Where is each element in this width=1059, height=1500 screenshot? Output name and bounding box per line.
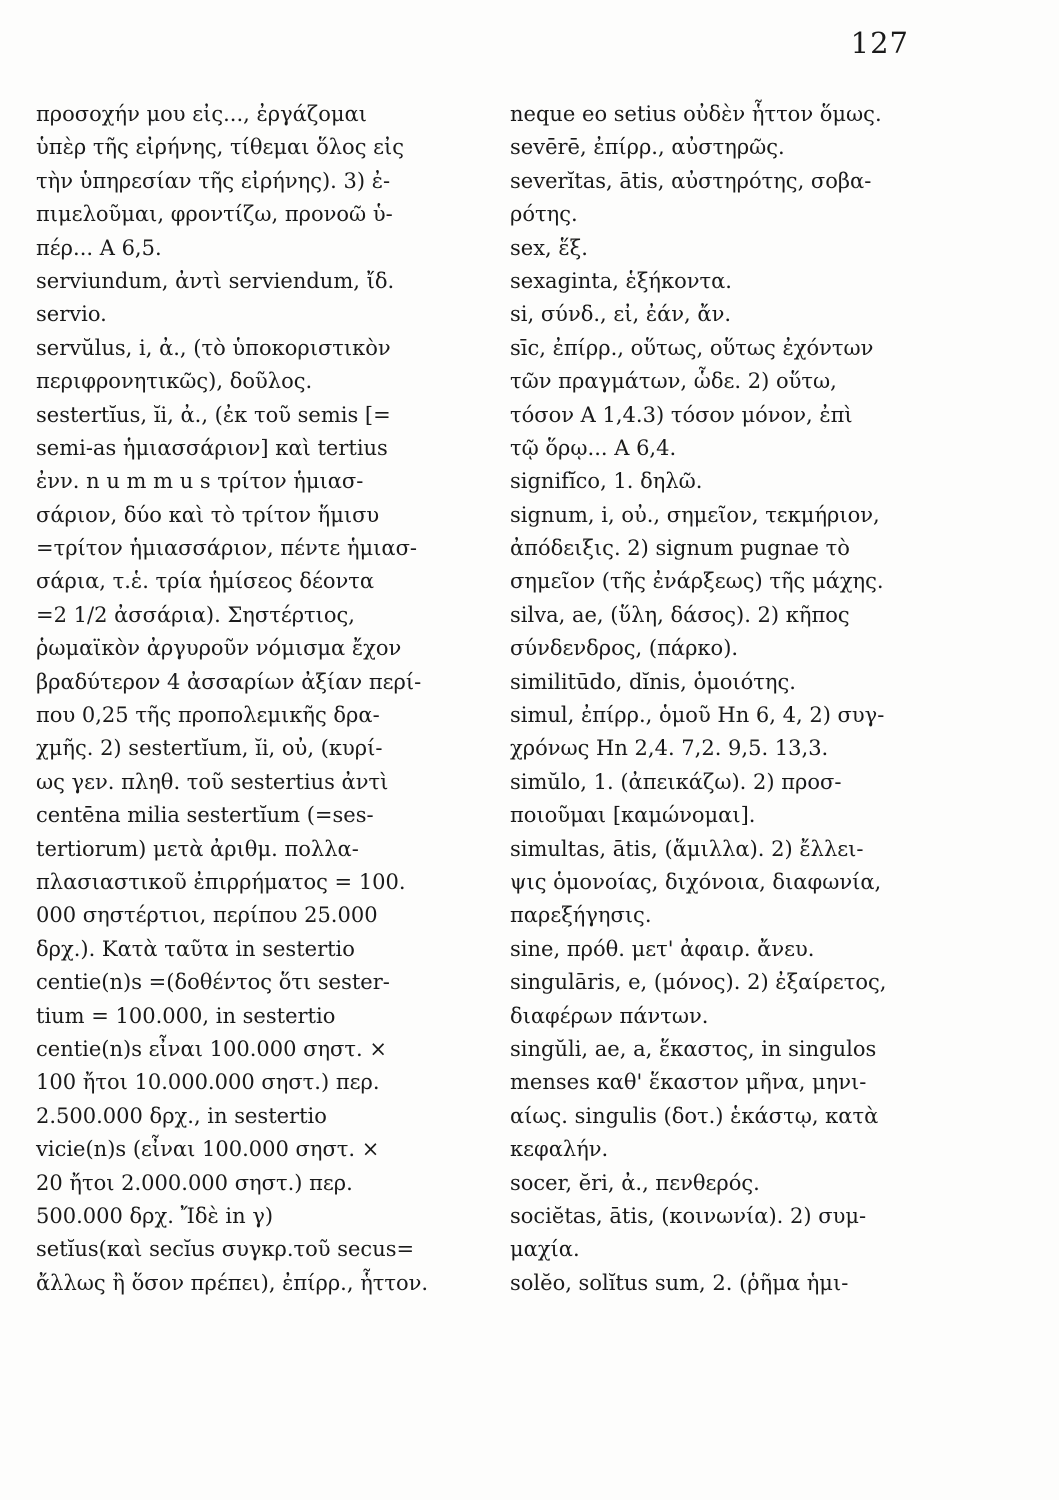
entry-line: semi-as ἡμιασσάριον] καὶ tertius (36, 435, 388, 460)
entry-line: διαφέρων πάντων. (510, 1003, 709, 1028)
entry-line: singulāris, e, (μόνος). 2) ἐξαίρετος, (510, 970, 887, 995)
entry-line: simŭlo, 1. (ἀπεικάζω). 2) προσ- (510, 769, 842, 794)
entry-line: servio. (36, 302, 107, 327)
entry-line: προσοχήν μου εἰς..., ἐργάζομαι (36, 102, 367, 126)
entry-line: simultas, ātis, (ἅμιλλα). 2) ἔλλει- (510, 836, 864, 861)
entry-line: ἐνν. n u m m u s τρίτον ἡμιασ- (36, 469, 364, 494)
entry-line: signum, i, οὐ., σημεῖον, τεκμήριον, (510, 502, 880, 527)
left-column (36, 98, 466, 1300)
entry-line: centēna milia sestertĭum (=ses- (36, 803, 374, 828)
entry-line: servŭlus, i, ἀ., (τὸ ὑποκοριστικὸν (36, 335, 391, 360)
entry-line: signifĭco, 1. δηλῶ. (510, 469, 703, 494)
entry-line: solĕo, solĭtus sum, 2. (ῥῆμα ἡμι- (510, 1270, 849, 1295)
entry-line: ἄλλως ἢ ὅσον πρέπει), ἐπίρρ., ἧττον. (36, 1270, 429, 1295)
entry-line: παρεξήγησις. (510, 903, 652, 928)
entry-line: μαχία. (510, 1237, 580, 1262)
entry-line: sestertĭus, ĭi, ἀ., (ἐκ τοῦ semis [= (36, 402, 391, 427)
entry-line: =τρίτον ἡμιασσάριον, πέντε ἡμιασ- (36, 536, 418, 561)
entry-line: menses καθ' ἕκαστον μῆνα, μηνι- (510, 1070, 867, 1095)
entry-line: τὴν ὑπηρεσίαν τῆς εἰρήνης). 3) ἐ- (36, 168, 391, 193)
entry-line: =2 1/2 ἀσσάρια). Σηστέρτιος, (36, 602, 355, 627)
entry-line: ἀπόδειξις. 2) signum pugnae τὸ (510, 536, 850, 561)
entry-line: ψις ὁμονοίας, διχόνοια, διαφωνία, (510, 869, 882, 894)
entry-line: setĭus(καὶ secĭus συγκρ.τοῦ secus= (36, 1237, 415, 1262)
entry-line: similitūdo, dĭnis, ὁμοιότης. (510, 669, 796, 694)
entry-line: σάρια, τ.ἑ. τρία ἡμίσεος δέοντα (36, 569, 375, 594)
entry-line: sexaginta, ἑξήκοντα. (510, 268, 732, 293)
entry-line: serviundum, ἀντὶ serviendum, ἴδ. (36, 268, 395, 293)
entry-line: περιφρονητικῶς), δοῦλος. (36, 369, 313, 394)
entry-line: sine, πρόθ. μετ' ἀφαιρ. ἄνευ. (510, 936, 815, 961)
entry-line: σύνδενδρος, (πάρκο). (510, 636, 739, 661)
entry-line: silva, ae, (ὕλη, δάσος). 2) κῆπος (510, 602, 850, 627)
entry-line: 100 ἤτοι 10.000.000 σηστ.) περ. (36, 1070, 380, 1095)
entry-line: singŭli, ae, a, ἕκαστος, in singulos (510, 1036, 877, 1061)
entry-line: centie(n)s =(δοθέντος ὅτι sester- (36, 970, 390, 995)
entry-line: ῥωμαϊκὸν ἀργυροῦν νόμισμα ἔχον (36, 636, 402, 661)
entry-line: 500.000 δρχ. Ἴδὲ in γ) (36, 1203, 274, 1228)
entry-line: δρχ.). Κατὰ ταῦτα in sestertio (36, 936, 355, 961)
entry-line: αίως. singulis (δοτ.) ἑκάστῳ, κατὰ (510, 1103, 879, 1128)
entry-line: βραδύτερον 4 ἀσσαρίων ἀξίαν περί- (36, 669, 422, 694)
entry-line: si, σύνδ., εἰ, ἐάν, ἄν. (510, 302, 732, 327)
entry-line: σημεῖον (τῆς ἐνάρξεως) τῆς μάχης. (510, 569, 884, 594)
entry-line: sociĕtas, ātis, (κοινωνία). 2) συμ- (510, 1203, 867, 1228)
entry-line: ρότης. (510, 202, 578, 227)
entry-line: χρόνως Hn 2,4. 7,2. 9,5. 13,3. (510, 736, 829, 761)
entry-line: ποιοῦμαι [καμώνομαι]. (510, 803, 756, 828)
entry-line: 2.500.000 δρχ., in sestertio (36, 1103, 327, 1128)
entry-line: centie(n)s εἶναι 100.000 σηστ. × (36, 1036, 387, 1061)
entry-line: vicie(n)s (εἶναι 100.000 σηστ. × (36, 1137, 380, 1162)
entry-line: simul, ἐπίρρ., ὁμοῦ Hn 6, 4, 2) συγ- (510, 703, 885, 728)
right-column (510, 98, 920, 1300)
entry-line: tium = 100.000, in sestertio (36, 1003, 336, 1028)
entry-line: 20 ἤτοι 2.000.000 σηστ.) περ. (36, 1170, 353, 1195)
entry-line: sīc, ἐπίρρ., οὕτως, οὕτως ἐχόντων (510, 335, 874, 360)
entry-line: sex, ἕξ. (510, 235, 588, 260)
entry-line: tertiorum) μετὰ ἀριθμ. πολλα- (36, 836, 359, 861)
entry-line: τόσον Α 1,4.3) τόσον μόνον, ἐπὶ (510, 402, 853, 427)
entry-line: τῷ ὅρῳ... Α 6,4. (510, 435, 677, 460)
entry-line: socer, ĕri, ἀ., πενθερός. (510, 1170, 760, 1195)
entry-line: πλασιαστικοῦ ἐπιρρήματος = 100. (36, 869, 406, 894)
entry-line: severĭtas, ātis, αὐστηρότης, σοβα- (510, 168, 872, 193)
entry-line: σάριον, δύο καὶ τὸ τρίτον ἥμισυ (36, 502, 380, 527)
entry-line: sevērē, ἐπίρρ., αὐστηρῶς. (510, 135, 785, 160)
entry-line: ως γεν. πληθ. τοῦ sestertius ἀντὶ (36, 769, 389, 794)
entry-line: τῶν πραγμάτων, ὧδε. 2) οὕτω, (510, 369, 837, 394)
entry-line: 000 σηστέρτιοι, περίπου 25.000 (36, 903, 378, 928)
entry-line: ὑπὲρ τῆς εἰρήνης, τίθεμαι ὅλος εἰς (36, 135, 405, 160)
entry-line: πιμελοῦμαι, φροντίζω, προνοῶ ὑ- (36, 202, 393, 227)
entry-line: πέρ... Α 6,5. (36, 235, 162, 260)
entry-line: που 0,25 τῆς προπολεμικῆς δρα- (36, 703, 380, 728)
entry-line: κεφαλήν. (510, 1137, 609, 1162)
page-number: 127 (850, 26, 909, 60)
entry-line: χμῆς. 2) sestertĭum, ĭi, οὐ, (κυρί- (36, 736, 383, 761)
entry-line: neque eo setius οὐδὲν ἧττον ὅμως. (510, 102, 882, 126)
